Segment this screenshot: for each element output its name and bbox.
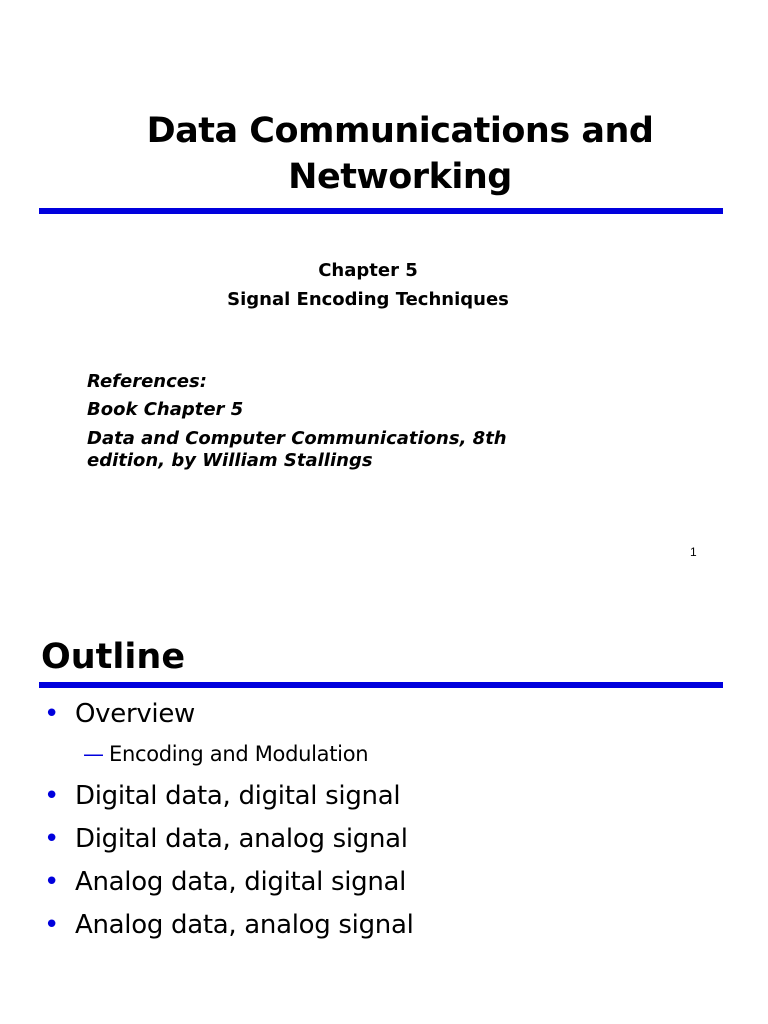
references-block [87, 368, 607, 472]
bullet-icon: • [44, 910, 60, 940]
page-number: 1 [690, 545, 697, 559]
references-label: References: [87, 371, 207, 392]
outline-title: Outline [41, 637, 186, 677]
chapter-number: Chapter 5 [318, 260, 418, 281]
chapter-subtitle: Signal Encoding Techniques [227, 289, 509, 310]
chapter-heading [0, 256, 736, 314]
list-subitem-text: Encoding and Modulation [109, 742, 369, 766]
list-subitem [44, 734, 734, 774]
outline-divider-rule [39, 682, 723, 688]
list-item-text: Overview [75, 699, 196, 729]
list-item [44, 694, 734, 734]
outline-slide [0, 590, 768, 1024]
list-item [44, 905, 734, 945]
references-line-3: edition, by William Stallings [87, 450, 373, 471]
slide-title [0, 108, 768, 200]
references-line-1: Book Chapter 5 [87, 399, 244, 420]
list-item-text: Digital data, digital signal [75, 781, 401, 811]
bullet-icon: • [44, 824, 60, 854]
dash-bullet-icon: — [83, 742, 104, 766]
title-divider-rule [39, 208, 723, 214]
list-item [44, 776, 734, 816]
bullet-icon: • [44, 699, 60, 729]
bullet-icon: • [44, 781, 60, 811]
list-item-text: Analog data, analog signal [75, 910, 414, 940]
slide-title-line-2: Networking [288, 157, 512, 197]
list-item [44, 819, 734, 859]
list-item-text: Digital data, analog signal [75, 824, 408, 854]
outline-list [44, 694, 734, 945]
slide-title-line-1: Data Communications and [146, 111, 654, 151]
bullet-icon: • [44, 867, 60, 897]
references-line-2: Data and Computer Communications, 8th [87, 428, 507, 449]
list-item [44, 862, 734, 902]
list-item-text: Analog data, digital signal [75, 867, 407, 897]
